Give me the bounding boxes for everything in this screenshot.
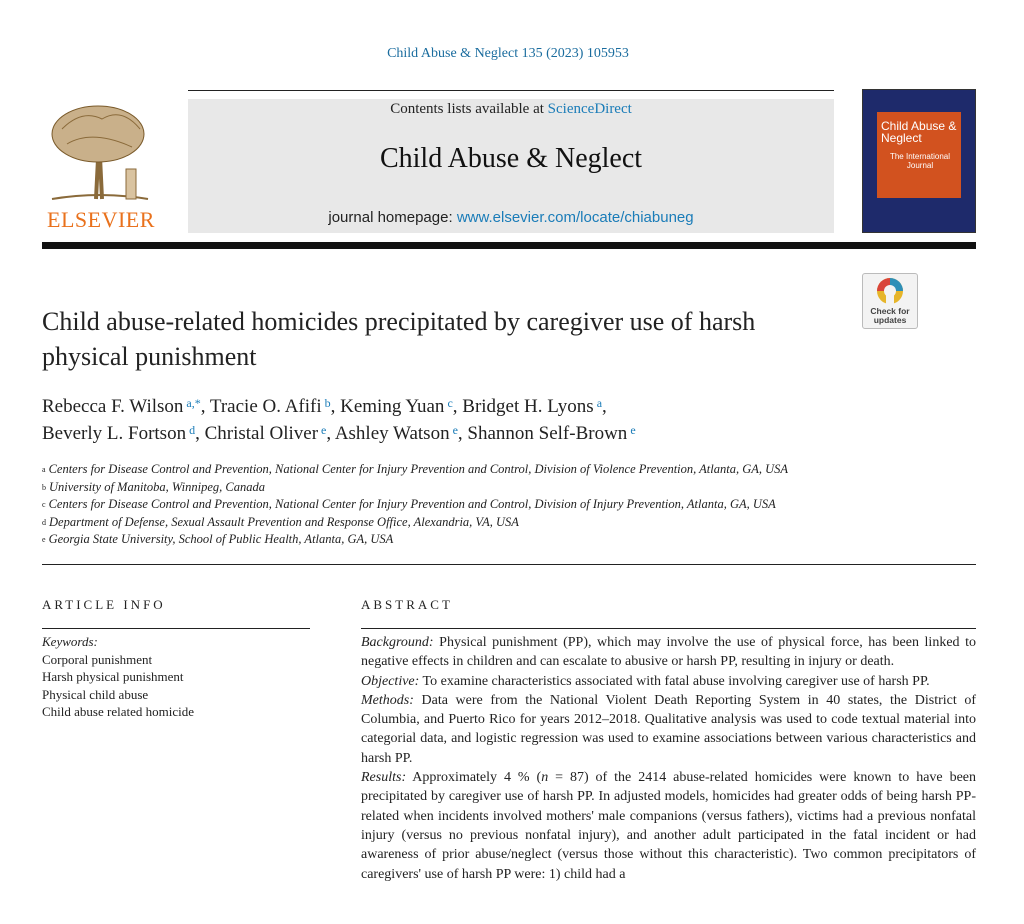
affiliation-item	[42, 479, 942, 497]
article-info-rule	[42, 628, 310, 629]
journal-citation[interactable]: Child Abuse & Neglect 135 (2023) 105953	[387, 46, 629, 61]
elsevier-logo[interactable]	[42, 99, 160, 233]
author-list: Rebecca F. Wilson $^{a,*}$, Tracie O. Afifi $^b$, Keming Yuan $^c$, Bridget H. Lyons $^a$, Beverly L. Fortson $^d$, Christal Oliver $^e$, Ashley Watson $^e$, Shannon Self-Brown $^e$	[42, 396, 636, 444]
contents-prefix: Contents lists available at	[390, 101, 548, 117]
author-name[interactable]: Shannon Self-Brown	[467, 423, 628, 444]
keyword-item: Child abuse related homicide	[42, 704, 194, 719]
article-info-heading: ARTICLE INFO	[42, 597, 166, 612]
journal-cover[interactable]	[862, 89, 976, 233]
elsevier-wordmark: ELSEVIER	[47, 207, 155, 232]
section-text: To examine characteristics associated with fatal abuse involving caregiver use of harsh PP.	[422, 673, 930, 689]
author-name[interactable]: Bridget H. Lyons	[462, 396, 594, 417]
homepage-line	[188, 209, 834, 226]
keywords-label: Keywords:	[42, 634, 98, 649]
section-text: Data were from the National Violent Death Reporting System in 40 states, the District of Columbia, and Puerto Rico for years 2012–2018. Qualitative analysis was used to code textual material into categorial data, and logistic regression was used to examine associations between various characteristics and harsh PP.	[361, 692, 977, 766]
section-text: Approximately 4 % (n = 87) of the 2414 abuse-related homicides were known to have been precipitated by caregiver use of harsh PP. In adjusted models, homicides had greater odds of being harsh PP-related when incidents involved mothers' male companions (versus fathers), victims had a previous nonfatal injury (versus no previous nonfatal injury), and another adult participated in the fatal incident or had awareness of prior abuse/neglect (versus those without this characteristic). Two common precipitators of caregivers' use of harsh PP were: 1) child had a	[361, 770, 976, 882]
section-label: Methods:	[361, 692, 414, 708]
check-updates-label: Check for updates	[870, 306, 910, 325]
author-name[interactable]: Beverly L. Fortson	[42, 423, 187, 444]
section-text: Physical punishment (PP), which may involve the use of physical force, has been linked to negative effects in children and can escalate to abusive or harsh PP, resulting in injury or death.	[361, 635, 976, 670]
affiliation-text: Centers for Disease Control and Prevention, National Center for Injury Prevention and Control, Division of Violence Prevention, Atlanta, GA, USA	[48, 462, 789, 476]
author-affiliation-marker[interactable]: a,*	[183, 396, 201, 410]
affiliation-text: Georgia State University, School of Public Health, Atlanta, GA, USA	[48, 532, 394, 546]
author-name[interactable]: Tracie O. Afifi	[209, 396, 322, 417]
keyword-item: Corporal punishment	[42, 651, 153, 667]
author-name[interactable]: Ashley Watson	[334, 423, 450, 444]
author-affiliation-marker[interactable]: d	[186, 423, 196, 437]
section-divider	[42, 564, 976, 565]
affiliation-item	[42, 531, 942, 549]
affiliation-item	[42, 461, 942, 479]
affiliation-item	[42, 514, 942, 532]
abstract-section	[361, 691, 976, 768]
affiliation-key: e	[42, 535, 46, 544]
affiliation-text: University of Manitoba, Winnipeg, Canada	[49, 479, 265, 494]
journal-homepage-link[interactable]: www.elsevier.com/locate/chiabuneg	[456, 209, 694, 226]
abstract-rule	[361, 628, 976, 629]
check-updates-icon	[863, 274, 917, 308]
affiliation-key: b	[42, 482, 46, 492]
affiliation-text: Centers for Disease Control and Prevention, National Center for Injury Prevention and Control, Division of Injury Prevention, Atlanta, GA, USA	[48, 497, 776, 511]
homepage-prefix: journal homepage:	[328, 209, 457, 226]
abstract-section	[361, 672, 976, 691]
author-name[interactable]: Christal Oliver	[204, 423, 319, 444]
author-name[interactable]: Rebecca F. Wilson	[42, 396, 184, 417]
cover-subtitle: The International Journal	[889, 152, 951, 170]
affiliation-key: d	[42, 517, 46, 527]
section-label: Objective:	[361, 673, 420, 689]
author-affiliation-marker[interactable]: b	[321, 396, 331, 410]
check-for-updates-badge[interactable]	[862, 273, 918, 329]
affiliation-list	[42, 461, 942, 549]
affiliation-key: a	[42, 465, 46, 474]
affiliation-key: c	[42, 500, 46, 509]
author-name[interactable]: Keming Yuan	[340, 396, 445, 417]
journal-masthead	[188, 99, 834, 233]
author-affiliation-marker[interactable]: e	[627, 423, 636, 437]
affiliation-text: Department of Defense, Sexual Assault Prevention and Response Office, Alexandria, VA, USA	[49, 514, 519, 529]
keywords-block	[42, 633, 194, 721]
article-title: Child abuse-related homicides precipitated by caregiver use of harsh physical punishment	[42, 307, 756, 371]
header-divider	[42, 242, 976, 249]
header-rule	[188, 90, 834, 91]
section-label: Background:	[361, 635, 434, 650]
contents-line	[188, 101, 834, 118]
sciencedirect-link[interactable]: ScienceDirect	[547, 101, 632, 117]
cover-panel	[877, 112, 961, 198]
journal-title: Child Abuse & Neglect	[379, 143, 643, 174]
abstract-section	[361, 633, 976, 672]
author-affiliation-marker[interactable]: e	[318, 423, 327, 437]
author-affiliation-marker[interactable]: e	[449, 423, 458, 437]
keyword-item: Physical child abuse	[42, 686, 149, 702]
author-affiliation-marker[interactable]: a	[593, 396, 603, 410]
section-label: Results:	[361, 770, 407, 786]
keyword-item: Harsh physical punishment	[42, 669, 184, 684]
affiliation-item	[42, 496, 942, 514]
cover-title: Child Abuse & Neglect	[881, 119, 957, 145]
abstract-section	[361, 768, 976, 884]
abstract-heading: ABSTRACT	[361, 597, 453, 612]
abstract-body	[361, 633, 976, 884]
author-affiliation-marker[interactable]: c	[444, 396, 453, 410]
